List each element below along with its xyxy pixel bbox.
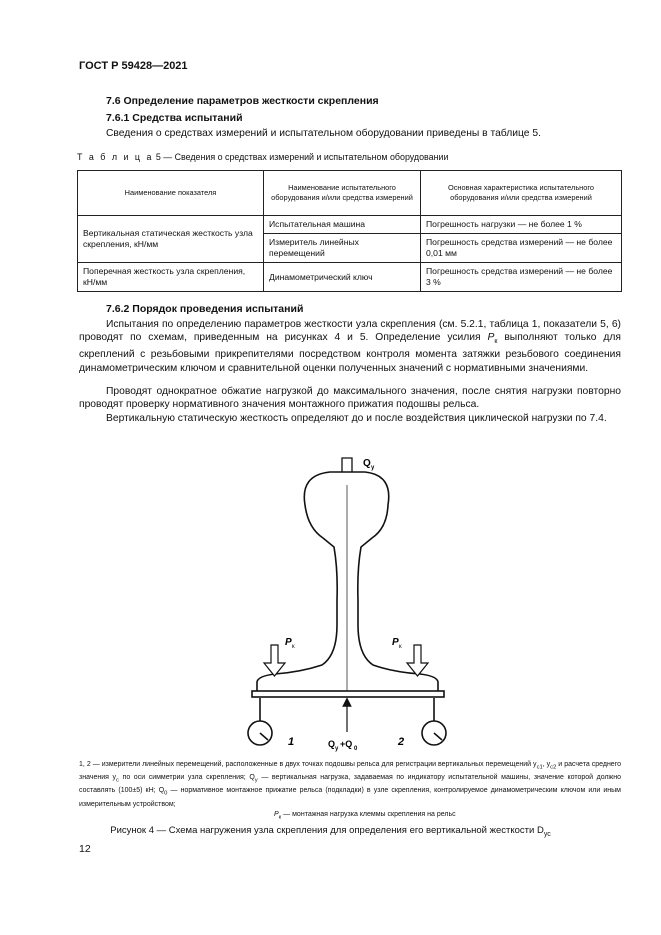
label-qy-top-subscript: у <box>371 465 375 471</box>
note-text: 1, 2 — измерители линейных перемещений, расположенные в двух точках подошвы рельса для регистрации вертикальных перемещений y <box>79 761 537 768</box>
document-header: ГОСТ Р 59428—2021 <box>79 60 188 72</box>
label-bottom-subscript: у <box>335 746 339 752</box>
table-header-row <box>78 171 622 216</box>
note-subscript: к <box>278 814 282 821</box>
table-cell-equipment: Испытательная машина <box>264 216 421 234</box>
paragraph-text: Испытания по определению параметров жесткости узла скрепления (см. 5.2.1, таблица 1, показатели 5, 6) проводят по схемам, приведенным на рисунках 4 и 5. Определение усилия <box>79 319 621 344</box>
figure-notes <box>79 760 621 824</box>
procedure-title: 7.6.2 Порядок проведения испытаний <box>106 303 304 315</box>
base-plate <box>252 691 444 697</box>
symbol-subscript: к <box>494 338 498 346</box>
figure-caption-subscript: ус <box>543 830 551 838</box>
table-cell-characteristic: Погрешность средства измерений — не более 0,01 мм <box>421 234 622 263</box>
note-subscript: c2 <box>550 764 557 771</box>
label-bottom-plus: +Q <box>340 739 353 749</box>
label-pk-right: P <box>392 637 399 648</box>
page-number: 12 <box>79 843 91 855</box>
label-gauge-2: 2 <box>398 736 405 748</box>
note-text: и расчета среднего значения y <box>79 761 621 782</box>
note-symbol: P <box>274 811 279 819</box>
table-cell-equipment: Измеритель линейных перемещений <box>264 234 421 263</box>
table-cell-equipment: Динамометрический ключ <box>264 263 421 292</box>
figure-caption-text: Рисунок 4 — Схема нагружения узла скрепления для определения его вертикальной жесткости D <box>110 825 544 836</box>
note-text: — вертикальная нагрузка, задаваемая по индикатору испытательной машины, значение которой должно составлять (100±5) кН; Q <box>79 774 622 795</box>
note-text: , y <box>542 761 551 768</box>
note-subscript: c <box>116 777 119 784</box>
table-row <box>78 216 622 234</box>
table-header-cell: Наименование показателя <box>78 171 264 216</box>
note-text: по оси симметрии узла скрепления; Q <box>118 774 255 782</box>
label-pk-left-subscript: к <box>292 644 295 650</box>
table-caption-text: 5 — Сведения о средствах измерений и испытательном оборудовании <box>155 152 449 162</box>
subsection-text: Сведения о средствах измерений и испытательном оборудовании приведены в таблице 5. <box>106 128 541 139</box>
table-header-cell: Основная характеристика испытательного оборудования и/или средства измерений <box>421 171 622 216</box>
section-title: 7.6 Определение параметров жесткости скрепления <box>106 95 379 107</box>
label-gauge-1: 1 <box>288 736 295 748</box>
table-cell-parameter: Поперечная жесткость узла скрепления, кН/мм <box>78 263 264 292</box>
procedure-paragraph-2: Проводят однократное обжатие нагрузкой до максимального значения, после снятия нагрузки повторно проводят проверку нормативного значения монтажного прижатия подошвы рельса. <box>79 386 621 411</box>
procedure-paragraph-3: Вертикальную статическую жесткость определяют до и после воздействия циклической нагрузки по 7.4. <box>106 413 607 424</box>
label-bottom: Q <box>328 739 336 749</box>
table-header-cell: Наименование испытательного оборудования и/или средства измерений <box>264 171 421 216</box>
table-cell-parameter: Вертикальная статическая жесткость узла скрепления, кН/мм <box>78 216 264 263</box>
label-qy-top: Q <box>363 458 371 469</box>
note-subscript: y <box>254 777 258 784</box>
procedure-paragraph-1 <box>79 318 621 375</box>
clamp-load-right-arrow-icon <box>407 645 428 676</box>
table-cell-characteristic: Погрешность нагрузки — не более 1 % <box>421 216 622 234</box>
note-subscript: c1 <box>536 764 543 771</box>
equipment-table <box>77 170 622 292</box>
note-text: — монтажная нагрузка клеммы скрепления на рельс <box>281 811 456 819</box>
table-caption-prefix: Т а б л и ц а <box>77 152 154 162</box>
clamp-load-left-arrow-icon <box>264 645 285 676</box>
rail-profile-icon <box>257 472 438 692</box>
loading-scheme-figure <box>230 450 470 755</box>
note-subscript: 0 <box>164 790 168 797</box>
symbol-p: P <box>487 332 495 344</box>
note-text: — нормативное монтажное прижатие рельса (подкладки) в узле скрепления, контролируемое динамометрическим ключом или иным измерительным устройством; <box>79 787 621 808</box>
label-pk-left: P <box>285 637 292 648</box>
table-caption <box>77 152 448 162</box>
table-cell-characteristic: Погрешность средства измерений — не более 3 % <box>421 263 622 292</box>
label-bottom-subscript-2: 0 <box>354 746 358 752</box>
figure-caption <box>0 825 661 838</box>
label-pk-right-subscript: к <box>399 644 402 650</box>
paragraph-text: выполняют только для скреплений с резьбовыми прикрепителями посредством контроля момента затяжки резьбового соединения динамометрическим ключом и сравнительной оценки полученных значений с нормативными значениями. <box>79 332 621 374</box>
subsection-title: 7.6.1 Средства испытаний <box>106 112 243 124</box>
table-row <box>78 263 622 292</box>
